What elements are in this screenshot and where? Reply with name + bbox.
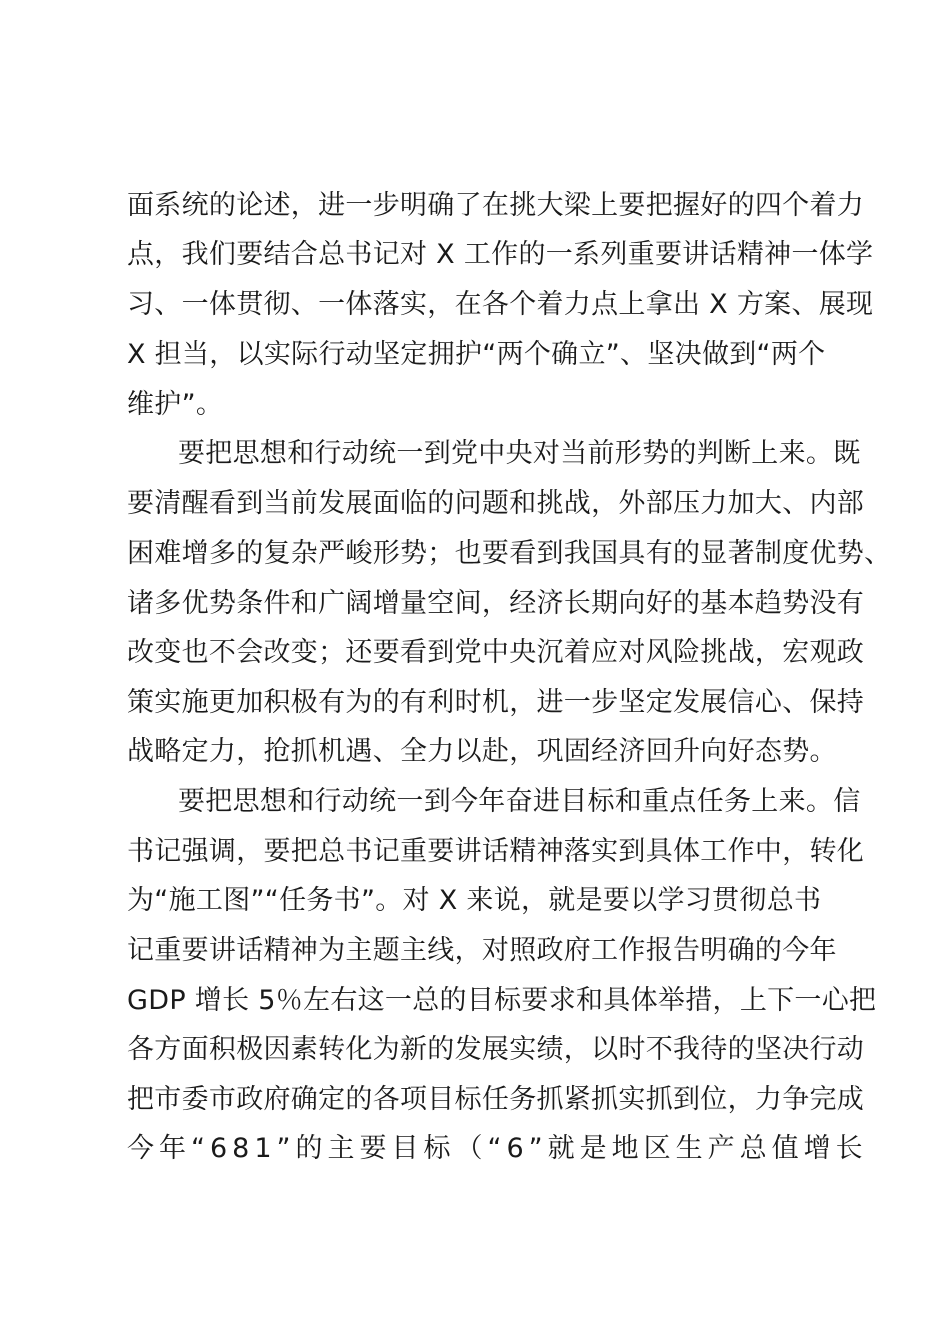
text-line: 困难增多的复杂严峻形势；也要看到我国具有的显著制度优势、 <box>127 538 892 569</box>
text-line: GDP 增长 5％左右这一总的目标要求和具体举措，上下一心把 <box>127 985 877 1016</box>
text-line: 各方面积极因素转化为新的发展实绩，以时不我待的坚决行动 <box>127 1034 865 1065</box>
text-line: 记重要讲话精神为主题主线，对照政府工作报告明确的今年 <box>127 935 837 966</box>
text-line: 把市委市政府确定的各项目标任务抓紧抓实抓到位，力争完成 <box>127 1084 865 1115</box>
text-line: 书记强调，要把总书记重要讲话精神落实到具体工作中，转化 <box>127 836 865 867</box>
text-line: 今年“681”的主要目标（“6”就是地区生产总值增长 <box>127 1133 868 1164</box>
text-line: 战略定力，抢抓机遇、全力以赴，巩固经济回升向好态势。 <box>127 736 837 767</box>
text-line: X 担当，以实际行动坚定拥护“两个确立”、坚决做到“两个 <box>127 339 826 370</box>
text-line: 维护”。 <box>127 389 224 420</box>
text-line: 诸多优势条件和广阔增量空间，经济长期向好的基本趋势没有 <box>127 588 865 619</box>
text-line: 策实施更加积极有为的有利时机，进一步坚定发展信心、保持 <box>127 687 865 718</box>
text-line: 改变也不会改变；还要看到党中央沉着应对风险挑战，宏观政 <box>127 637 865 668</box>
text-line: 要清醒看到当前发展面临的问题和挑战，外部压力加大、内部 <box>127 488 865 519</box>
paragraph-first-line: 要把思想和行动统一到党中央对当前形势的判断上来。既 <box>178 438 861 469</box>
text-line: 为“施工图”“任务书”。对 X 来说，就是要以学习贯彻总书 <box>127 885 822 916</box>
text-line: 点，我们要结合总书记对 X 工作的一系列重要讲话精神一体学 <box>127 239 874 270</box>
text-line: 面系统的论述，进一步明确了在挑大梁上要把握好的四个着力 <box>127 190 865 221</box>
paragraph-first-line: 要把思想和行动统一到今年奋进目标和重点任务上来。信 <box>178 786 861 817</box>
text-line: 习、一体贯彻、一体落实，在各个着力点上拿出 X 方案、展现 <box>127 289 874 320</box>
